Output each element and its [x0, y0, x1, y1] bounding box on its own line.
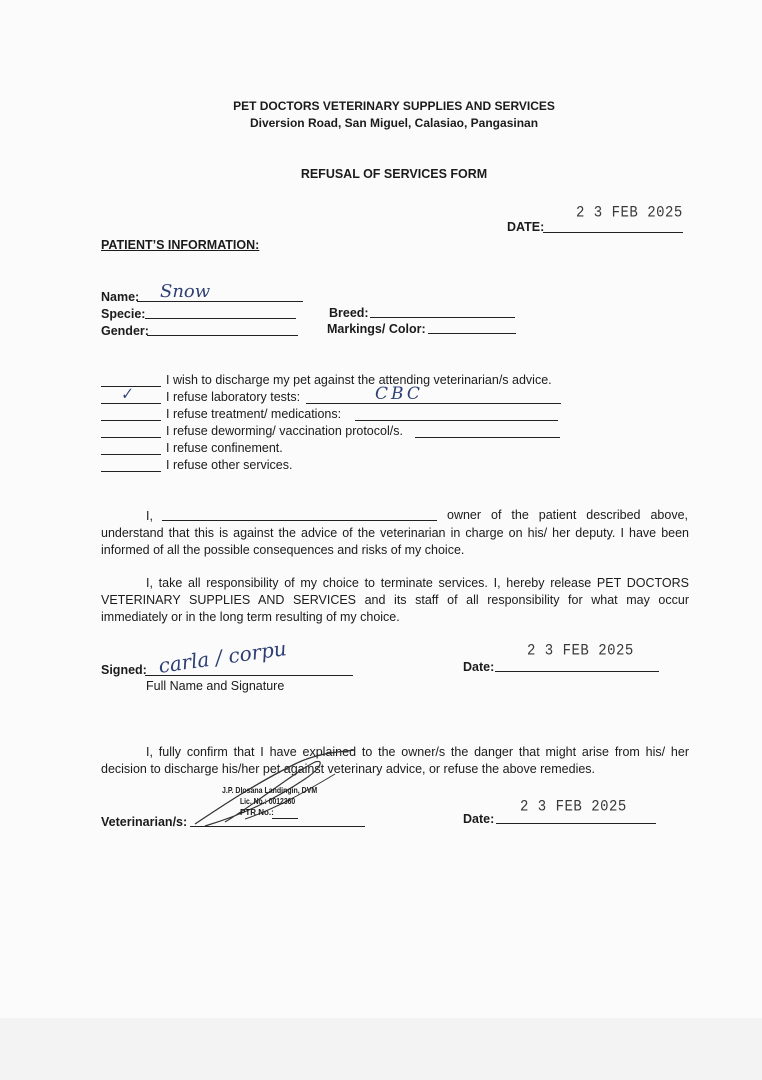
lab-tests-value: CBC	[375, 384, 423, 404]
statement2: I, take all responsibility of my choice to terminate services. I, hereby release PET DOCTORS VETERINARY SUPPLIES AND SERVICES and its staff of all responsibility for what may occur immediately or in the long term resulting of my choice.	[101, 576, 689, 624]
markings-field[interactable]	[428, 333, 516, 334]
name-label: Name:	[101, 290, 140, 304]
ptr-line	[272, 818, 298, 819]
patient-section-title: PATIENT’S INFORMATION:	[101, 238, 260, 252]
statement3: I, fully confirm that I have explained to the owner/s the danger that might arise from his/ her decision to discharge his/her pet against veterinary advice, or refuse the above remedies.	[101, 745, 689, 776]
option-text-5: I refuse confinement.	[166, 441, 283, 455]
signed-label: Signed:	[101, 663, 147, 677]
option-blank-5[interactable]	[101, 454, 161, 455]
signature-field[interactable]	[145, 675, 353, 676]
signed-date-stamp: 2 3 FEB 2025	[527, 641, 634, 661]
form-title: REFUSAL OF SERVICES FORM	[300, 167, 488, 181]
option-text-6: I refuse other services.	[166, 458, 293, 472]
company-address: Diversion Road, San Miguel, Calasiao, Pangasinan	[249, 116, 539, 130]
vet-date-label: Date:	[463, 812, 495, 826]
option-blank-6[interactable]	[101, 471, 161, 472]
company-name: PET DOCTORS VETERINARY SUPPLIES AND SERVICES	[233, 99, 555, 113]
signed-date-field[interactable]	[495, 671, 659, 672]
date-label: DATE:	[507, 220, 545, 234]
option-text-1: I wish to discharge my pet against the attending veterinarian/s advice.	[166, 373, 552, 387]
signature-caption: Full Name and Signature	[146, 679, 285, 693]
vet-date-stamp: 2 3 FEB 2025	[520, 797, 627, 817]
specie-label: Specie:	[101, 307, 146, 321]
lab-tests-field[interactable]	[306, 403, 561, 404]
signed-date-label: Date:	[463, 660, 495, 674]
breed-label: Breed:	[329, 306, 369, 320]
scan-bottom-edge	[0, 1018, 762, 1080]
statement1-tail: owner of the patient described above,	[447, 508, 688, 522]
statement1-lead: I,	[146, 509, 153, 523]
gender-label: Gender:	[101, 324, 149, 338]
owner-signature: carla / corpu	[156, 636, 288, 678]
veterinarian-label: Veterinarian/s:	[101, 815, 188, 829]
gender-field[interactable]	[147, 335, 298, 336]
markings-label: Markings/ Color:	[327, 322, 426, 336]
date-line[interactable]	[543, 232, 683, 233]
veterinarian-field[interactable]	[190, 826, 365, 827]
option-text-3: I refuse treatment/ medications:	[166, 407, 342, 421]
specie-field[interactable]	[145, 318, 296, 319]
option-text-2: I refuse laboratory tests:	[166, 390, 301, 404]
vet-stamp-ptr: PTR No.:	[240, 808, 274, 817]
vet-stamp-name: J.P. Dlosana Landingin, DVM	[222, 785, 318, 795]
vet-stamp-license: Lic. No.: 0012360	[240, 797, 296, 806]
deworming-field[interactable]	[415, 437, 560, 438]
option-blank-4[interactable]	[101, 437, 161, 438]
option-text-4: I refuse deworming/ vaccination protocol/s.	[166, 424, 403, 438]
date-stamp: 2 3 FEB 2025	[576, 203, 683, 223]
option-blank-3[interactable]	[101, 420, 161, 421]
statement1-body: understand that this is against the advice of the veterinarian in charge on his/ her deputy. I have been informed of all the possible consequences and risks of my choice.	[101, 526, 689, 557]
option-mark-2: ✓	[118, 384, 135, 404]
name-value: Snow	[160, 281, 211, 302]
breed-field[interactable]	[370, 317, 515, 318]
vet-date-field[interactable]	[496, 823, 656, 824]
treatment-field[interactable]	[355, 420, 558, 421]
option-blank-2[interactable]	[101, 403, 161, 404]
owner-name-field[interactable]	[162, 520, 437, 521]
